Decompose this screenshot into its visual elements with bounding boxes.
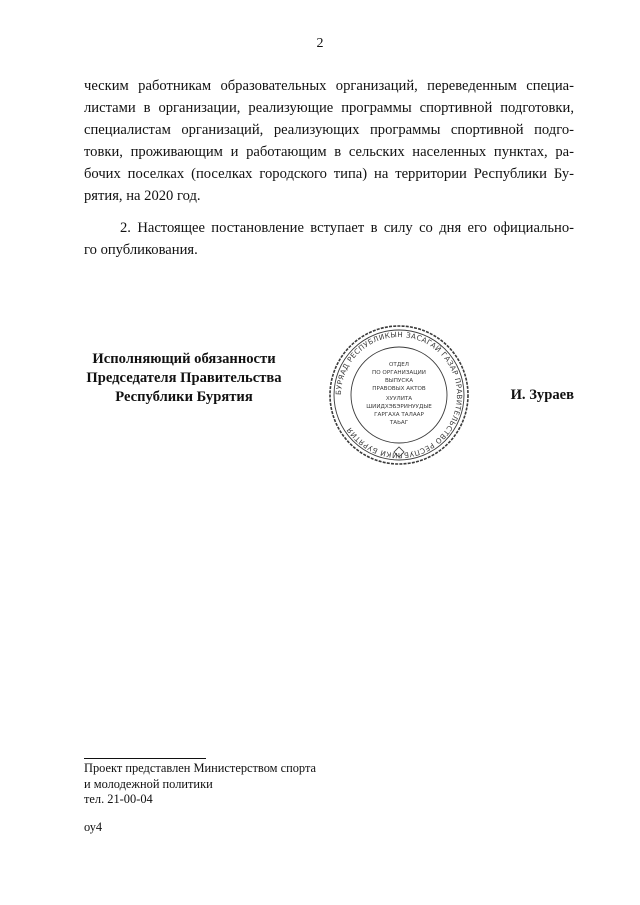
paragraph-1 xyxy=(84,75,574,207)
signer-name: И. Зураев xyxy=(510,387,574,403)
official-seal xyxy=(328,324,470,466)
footnote-divider xyxy=(84,758,206,759)
paragraph-line: го опубликования. xyxy=(84,242,198,258)
position-line: Исполняющий обязанности xyxy=(92,351,276,367)
paragraph-line: 2. Настоящее постановление вступает в силу со дня его официально- xyxy=(120,220,574,236)
paragraph-line: специалистам организаций, реализующих программы спортивной подго- xyxy=(84,122,574,138)
paragraph-line: рятия, на 2020 год. xyxy=(84,188,201,204)
footnote-line: Проект представлен Министерством спорта xyxy=(84,761,317,775)
paragraph-line: бочих поселках (поселках городского типа) на территории Республики Бу- xyxy=(84,166,574,182)
svg-text:ХУУЛИТА: ХУУЛИТА xyxy=(385,396,413,402)
footnote-line: и молодежной политики xyxy=(84,776,213,791)
seal-center-text xyxy=(366,362,432,426)
svg-text:ГАРГАХА ТАЛААР: ГАРГАХА ТАЛААР xyxy=(374,412,424,418)
paragraph-2 xyxy=(84,217,574,261)
footnote-line: тел. 21-00-04 xyxy=(84,792,153,806)
svg-text:ПРАВОВЫХ АКТОВ: ПРАВОВЫХ АКТОВ xyxy=(372,386,426,392)
svg-text:ОТДЕЛ: ОТДЕЛ xyxy=(389,362,409,368)
svg-text:ВЫПУСКА: ВЫПУСКА xyxy=(384,378,414,384)
svg-text:ШИИДХЭБЭРИНУУДЫЕ: ШИИДХЭБЭРИНУУДЫЕ xyxy=(366,404,432,410)
paragraph-line: листами в организации, реализующие программы спортивной подготовки, xyxy=(84,100,574,116)
position-line: Председателя Правительства xyxy=(86,370,282,386)
svg-text:ПО ОРГАНИЗАЦИИ: ПО ОРГАНИЗАЦИИ xyxy=(372,370,426,376)
svg-text:ТАЬАГ: ТАЬАГ xyxy=(389,420,409,426)
position-line: Республики Бурятия xyxy=(115,389,253,405)
page-number: 2 xyxy=(316,36,324,51)
paragraph-line: ческим работникам образовательных организаций, переведенным специа- xyxy=(84,78,574,94)
document-code: оу4 xyxy=(84,820,103,834)
paragraph-line: товки, проживающим и работающим в сельских населенных пунктах, ра- xyxy=(84,144,574,160)
signatory-position xyxy=(84,350,284,407)
footnote xyxy=(84,761,384,808)
seal-ring-text: БУРЯАД РЕСПУБЛИКЫН ЗАСАГАЙ ГАЗАР ПРАВИТЕЛЬСТВО РЕСПУБЛИКИ БУРЯТИЯ xyxy=(333,329,465,461)
